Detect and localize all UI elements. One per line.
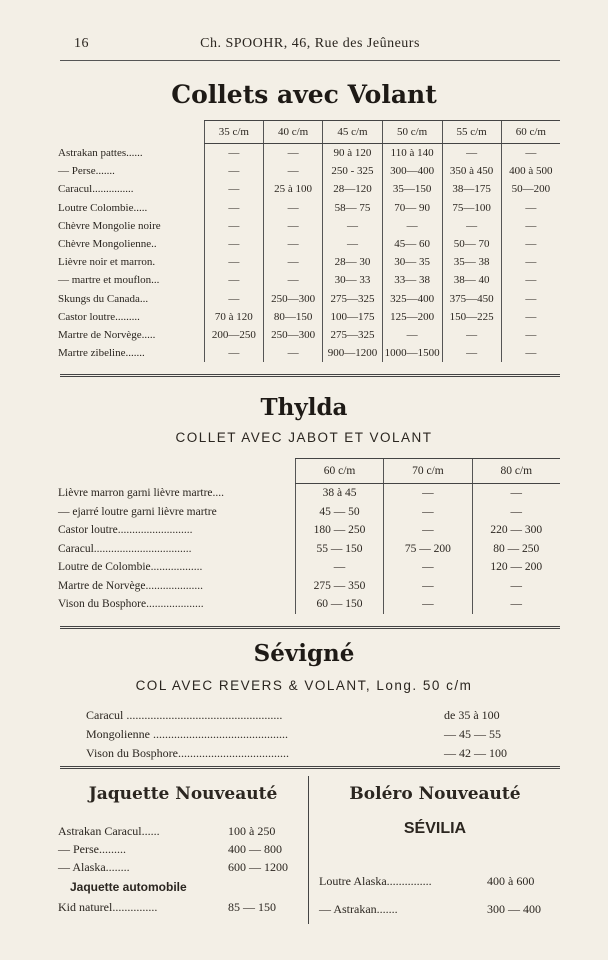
list-item (58, 824, 298, 842)
column-header: 55 c/m (442, 121, 501, 144)
section-title-thylda: Thylda (260, 394, 348, 421)
price-cell: — (263, 253, 322, 271)
price-cell: 30— 35 (382, 253, 442, 271)
price-cell: — (323, 217, 383, 235)
price-cell: — (501, 344, 560, 362)
price-cell: — (323, 235, 383, 253)
item-label: — Alaska........ (58, 860, 130, 874)
row-label: Vison du Bosphore.................... (58, 598, 204, 611)
column-header: 70 c/m (384, 459, 472, 484)
price-cell: 38—175 (442, 180, 501, 198)
price-cell: 38— 40 (442, 271, 501, 289)
price-cell: 25 à 100 (263, 180, 322, 198)
price-cell: — (501, 253, 560, 271)
price-cell: — (263, 217, 322, 235)
row-label: — Perse....... (58, 165, 115, 178)
row-label: Loutre de Colombie.................. (58, 561, 203, 574)
price-cell: — (204, 253, 263, 271)
table-row (58, 540, 560, 559)
price-cell: 220 — 300 (472, 521, 560, 540)
price-cell: — (472, 503, 560, 522)
collets-table-body (58, 144, 560, 363)
price-cell: — (384, 503, 472, 522)
item-label: Mongolienne ............................................. (86, 727, 288, 741)
item-price: 300 — 400 (487, 902, 541, 916)
price-cell: — (204, 162, 263, 180)
price-cell: — (204, 199, 263, 217)
price-cell: — (442, 217, 501, 235)
price-cell: 250—300 (263, 326, 322, 344)
price-cell: 275—325 (323, 326, 383, 344)
price-cell: 35—150 (382, 180, 442, 198)
price-cell: — (442, 144, 501, 163)
price-cell: 80—150 (263, 308, 322, 326)
table-row (58, 290, 560, 308)
price-cell: — (501, 308, 560, 326)
row-label: Lièvre noir et marron. (58, 256, 156, 269)
table-row (58, 199, 560, 217)
price-cell: — (442, 344, 501, 362)
item-price: — 42 — 100 (444, 746, 507, 760)
price-cell: — (384, 484, 472, 503)
table-row (58, 308, 560, 326)
section-title-bolero: Boléro Nouveauté (349, 784, 521, 804)
price-cell: — (263, 162, 322, 180)
table-row (58, 235, 560, 253)
price-cell: — (263, 144, 322, 163)
table-row (58, 144, 560, 163)
section-title-collets: Collets avec Volant (171, 80, 437, 109)
price-cell: — (501, 326, 560, 344)
price-cell: 30— 33 (323, 271, 383, 289)
price-cell: — (263, 199, 322, 217)
price-cell: — (501, 217, 560, 235)
row-label: — martre et mouflon... (58, 274, 160, 287)
item-price: de 35 à 100 (444, 708, 500, 722)
item-label: Vison du Bosphore..................................... (86, 746, 289, 760)
price-cell: 35— 38 (442, 253, 501, 271)
section-subtitle-thylda: COLLET AVEC JABOT ET VOLANT (175, 430, 433, 445)
table-row (58, 344, 560, 362)
price-cell: — (384, 558, 472, 577)
price-cell: — (204, 235, 263, 253)
list-item (58, 900, 298, 918)
table-row (58, 577, 560, 596)
price-cell: 50— 70 (442, 235, 501, 253)
item-price: 400 — 800 (228, 842, 282, 856)
corner-cell (58, 121, 204, 144)
item-label: Loutre Alaska............... (319, 874, 432, 888)
column-header: 50 c/m (382, 121, 442, 144)
price-cell: 325—400 (382, 290, 442, 308)
column-header: 40 c/m (263, 121, 322, 144)
price-cell: — (382, 217, 442, 235)
price-cell: 100—175 (323, 308, 383, 326)
price-cell: — (204, 217, 263, 235)
column-header: 60 c/m (295, 459, 383, 484)
item-price: 100 à 250 (228, 824, 276, 838)
price-cell: 375—450 (442, 290, 501, 308)
row-label: Martre de Norvège..... (58, 328, 156, 341)
row-label: Chèvre Mongolie noire (58, 219, 161, 232)
list-item (86, 746, 536, 764)
price-cell: 350 à 450 (442, 162, 501, 180)
price-cell: — (204, 180, 263, 198)
column-header: 35 c/m (204, 121, 263, 144)
row-label: Caracul............... (58, 183, 134, 196)
list-item (86, 727, 536, 745)
price-cell: — (501, 199, 560, 217)
price-cell: 58— 75 (323, 199, 383, 217)
table-row (58, 253, 560, 271)
column-header: 45 c/m (323, 121, 383, 144)
item-label: — Astrakan....... (319, 902, 398, 916)
price-cell: 200—250 (204, 326, 263, 344)
item-price: 400 à 600 (487, 874, 535, 888)
table-header-row (58, 459, 560, 484)
price-cell: 38 à 45 (295, 484, 383, 503)
price-cell: 28— 30 (323, 253, 383, 271)
price-cell: — (472, 484, 560, 503)
price-cell: 45— 60 (382, 235, 442, 253)
price-cell: — (204, 144, 263, 163)
row-label: — ejarré loutre garni lièvre martre (58, 505, 217, 518)
price-cell: — (382, 326, 442, 344)
price-cell: — (472, 577, 560, 596)
list-item (58, 842, 298, 860)
row-label: Astrakan pattes...... (58, 146, 143, 159)
price-cell: — (204, 271, 263, 289)
price-cell: 300—400 (382, 162, 442, 180)
price-cell: 50—200 (501, 180, 560, 198)
price-cell: 70 à 120 (204, 308, 263, 326)
column-header: 60 c/m (501, 121, 560, 144)
price-cell: 1000—1500 (382, 344, 442, 362)
item-label: Caracul .................................................... (86, 708, 283, 722)
corner-cell (58, 459, 295, 484)
price-cell: 900—1200 (323, 344, 383, 362)
table-row (58, 558, 560, 577)
price-cell: 90 à 120 (323, 144, 383, 163)
price-cell: — (204, 344, 263, 362)
bolero-subtitle: SÉVILIA (403, 820, 467, 837)
row-label: Skungs du Canada... (58, 292, 149, 305)
column-header: 80 c/m (472, 459, 560, 484)
jaquette-automobile-heading: Jaquette automobile (70, 880, 187, 894)
section-divider (60, 626, 560, 629)
row-label: Lièvre marron garni lièvre martre.... (58, 487, 225, 499)
price-cell: 80 — 250 (472, 540, 560, 559)
row-label: Martre zibeline....... (58, 347, 145, 360)
section-divider (60, 374, 560, 377)
price-cell: — (263, 344, 322, 362)
price-cell: 125—200 (382, 308, 442, 326)
list-item (86, 708, 536, 726)
price-cell: 150—225 (442, 308, 501, 326)
price-cell: 28—120 (323, 180, 383, 198)
table-row (58, 326, 560, 344)
price-cell: — (384, 521, 472, 540)
price-cell: 120 — 200 (472, 558, 560, 577)
table-row (58, 503, 560, 522)
section-divider (60, 766, 560, 769)
list-item (319, 902, 559, 920)
price-cell: 275—325 (323, 290, 383, 308)
section-title-jaquette: Jaquette Nouveauté (88, 784, 278, 804)
item-price: 85 — 150 (228, 900, 276, 914)
item-price: 600 — 1200 (228, 860, 288, 874)
table-row (58, 595, 560, 614)
price-cell: — (501, 290, 560, 308)
price-cell: — (263, 235, 322, 253)
price-cell: 55 — 150 (295, 540, 383, 559)
table-row (58, 521, 560, 540)
price-cell: — (501, 144, 560, 163)
item-label: — Perse......... (58, 842, 126, 856)
list-item (319, 874, 559, 892)
publisher-line: Ch. SPOOHR, 46, Rue des Jeûneurs (200, 36, 420, 51)
price-cell: 110 à 140 (382, 144, 442, 163)
table-row (58, 180, 560, 198)
price-cell: 250—300 (263, 290, 322, 308)
bolero-column (308, 776, 561, 924)
price-cell: — (501, 235, 560, 253)
price-cell: — (442, 326, 501, 344)
thylda-price-table (58, 458, 560, 614)
price-cell: 180 — 250 (295, 521, 383, 540)
price-cell: — (501, 271, 560, 289)
row-label: Castor loutre......... (58, 310, 140, 323)
price-cell: 75—100 (442, 199, 501, 217)
price-cell: 33— 38 (382, 271, 442, 289)
collets-price-table (58, 120, 560, 362)
price-cell: 70— 90 (382, 199, 442, 217)
row-label: Chèvre Mongolienne.. (58, 238, 157, 251)
row-label: Martre de Norvège.................... (58, 579, 203, 592)
price-cell: — (263, 271, 322, 289)
section-title-sevigne: Sévigné (253, 640, 355, 667)
item-label: Astrakan Caracul...... (58, 824, 160, 838)
table-row (58, 162, 560, 180)
row-label: Loutre Colombie..... (58, 201, 148, 214)
section-subtitle-sevigne: COL AVEC REVERS & VOLANT, Long. 50 c/m (135, 678, 473, 693)
price-cell: 60 — 150 (295, 595, 383, 614)
jaquette-column (58, 776, 308, 924)
table-row (58, 484, 560, 503)
price-cell: 45 — 50 (295, 503, 383, 522)
page-header (60, 36, 560, 56)
list-item (58, 860, 298, 878)
table-row (58, 217, 560, 235)
table-row (58, 271, 560, 289)
header-rule (60, 60, 560, 61)
page-number: 16 (74, 36, 89, 51)
price-cell: — (384, 577, 472, 596)
item-price: — 45 — 55 (444, 727, 501, 741)
price-cell: — (472, 595, 560, 614)
price-cell: 75 — 200 (384, 540, 472, 559)
price-cell: — (204, 290, 263, 308)
price-cell: 250 - 325 (323, 162, 383, 180)
thylda-table-body (58, 484, 560, 614)
price-cell: — (295, 558, 383, 577)
price-cell: 400 à 500 (501, 162, 560, 180)
price-cell: — (384, 595, 472, 614)
price-cell: 275 — 350 (295, 577, 383, 596)
row-label: Castor loutre.......................... (58, 524, 193, 537)
row-label: Caracul.................................. (58, 542, 192, 555)
table-header-row (58, 121, 560, 144)
item-label: Kid naturel............... (58, 900, 158, 914)
